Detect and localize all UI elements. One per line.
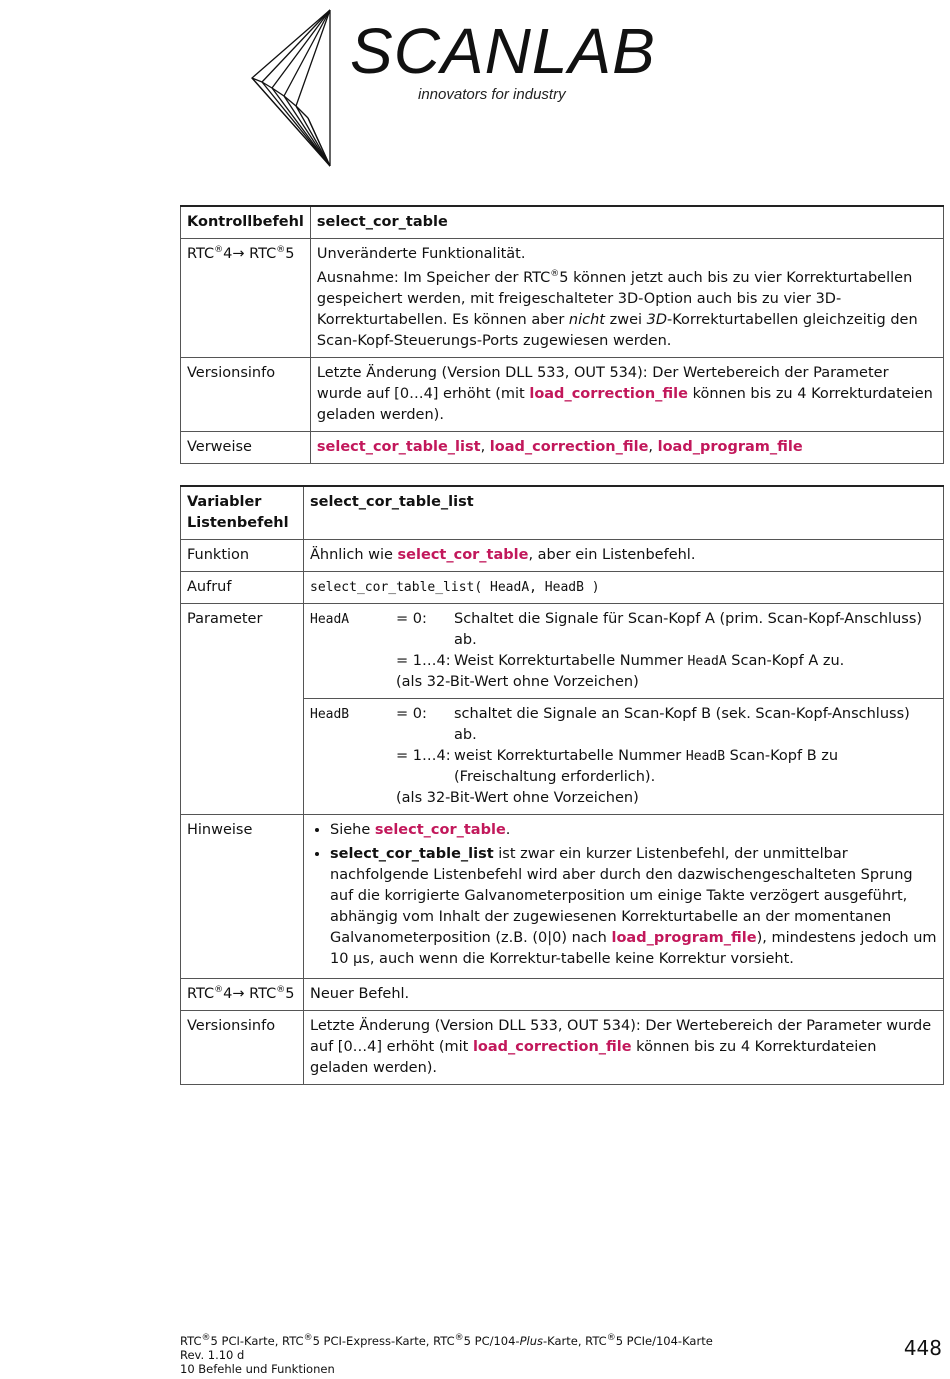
command-name: select_cor_table	[310, 206, 943, 239]
table-row	[181, 815, 944, 979]
text: Ausnahme: Im Speicher der RTC	[316, 270, 551, 286]
row-label: Verweise	[181, 432, 311, 464]
row-label: Parameter	[181, 604, 304, 815]
command-table-select-cor-table-list	[180, 485, 944, 1085]
text: 5 PCIe/104-Karte	[615, 1334, 713, 1348]
call-signature: select_cor_table_list( HeadA, HeadB )	[310, 580, 600, 595]
registered-mark: ®	[454, 1333, 464, 1344]
row-value	[310, 239, 943, 358]
command-name: select_cor_table_list	[304, 486, 944, 540]
row-value	[310, 432, 943, 464]
link-load-correction-file[interactable]: load_correction_file	[489, 439, 649, 455]
row-value	[310, 358, 943, 432]
text: Weist Korrekturtabelle Nummer	[454, 653, 688, 669]
emphasis: 3D	[646, 312, 668, 328]
text: 5 PC/104-	[463, 1334, 520, 1348]
logo-brand: SCANLAB	[350, 15, 656, 87]
rtc-text: RTC	[187, 986, 215, 1002]
text: .	[505, 822, 511, 838]
param-value: = 0:	[396, 706, 427, 722]
text: -Korrekturtabellen gleichzeitig den Scan-Kopf-Steuerungs-Ports zugewiesen werden.	[316, 312, 918, 349]
page-number: 448	[903, 1336, 942, 1360]
row-value	[304, 1011, 944, 1085]
list-item	[330, 820, 937, 841]
text: 5 können jetzt auch bis zu vier Korrekturtabellen gespeichert werden, mit freigeschalteter 3D-Option auch bis zu vier 3D-Korrekturtabellen. Es können aber	[316, 270, 913, 328]
paragraph: Unveränderte Funktionalität.	[316, 246, 526, 262]
code: HeadA	[687, 654, 727, 669]
registered-mark: ®	[276, 245, 286, 256]
rtc-text: 5	[285, 986, 295, 1002]
text: weist Korrekturtabelle Nummer	[454, 748, 686, 764]
rtc-text: RTC	[187, 246, 215, 262]
text: zwei	[605, 312, 647, 328]
command-table-select-cor-table	[180, 205, 944, 464]
registered-mark: ®	[606, 1333, 616, 1344]
row-label: Variabler Listenbefehl	[181, 486, 304, 540]
row-value	[304, 815, 944, 979]
text: Letzte Änderung (Version DLL 533, OUT 534): Der Wertebereich der Parameter wurde auf [0…4] erhöht (mit	[310, 1018, 932, 1055]
text: können bis zu 4 Korrekturdateien geladen werden).	[316, 386, 933, 423]
separator: ,	[648, 439, 658, 455]
table-row	[181, 604, 944, 815]
table-row	[181, 432, 944, 464]
row-value: Neuer Befehl.	[304, 979, 944, 1011]
text: , aber ein Listenbefehl.	[528, 547, 696, 563]
row-label: Hinweise	[181, 815, 304, 979]
emphasis: Plus	[519, 1334, 543, 1348]
table-row	[181, 486, 944, 540]
registered-mark: ®	[550, 269, 560, 280]
table-row	[181, 239, 944, 358]
hint-list	[310, 820, 937, 970]
registered-mark: ®	[276, 985, 286, 996]
rtc-text: 5	[285, 246, 295, 262]
text: ist zwar ein kurzer Listenbefehl, der unmittelbar nachfolgende Listenbefehl wird aber durch den dazwischengeschalteten Sprung auf die korrigierte Galvanometerposition um einige Takte verzögert ausgeführt, abhängig vom Inhalt der zugewiesenen Korrekturtabelle an der momentanen Galvanometerposition (z.B. (0|0) nach	[330, 846, 913, 946]
text: 5 PCI-Karte, RTC	[210, 1334, 304, 1348]
separator: ,	[480, 439, 490, 455]
table-row	[181, 540, 944, 572]
text: RTC	[180, 1334, 202, 1348]
row-label: Kontrollbefehl	[181, 206, 311, 239]
registered-mark: ®	[214, 245, 224, 256]
scanlab-logo	[250, 8, 710, 168]
rtc-text: 4→ RTC	[223, 986, 277, 1002]
text: Scan-Kopf A zu.	[726, 653, 845, 669]
page-footer	[180, 1334, 713, 1376]
footer-product-line	[180, 1334, 713, 1348]
row-label: Aufruf	[181, 572, 304, 604]
link-load-correction-file[interactable]: load_correction_file	[472, 1039, 632, 1055]
row-value	[304, 604, 944, 815]
footer-revision: Rev. 1.10 d	[180, 1348, 245, 1362]
row-label: Versionsinfo	[181, 1011, 304, 1085]
link-load-correction-file[interactable]: load_correction_file	[529, 386, 688, 402]
param-note: (als 32-Bit-Wert ohne Vorzeichen)	[396, 674, 639, 690]
row-value	[304, 572, 944, 604]
text: 5 PCI-Express-Karte, RTC	[312, 1334, 455, 1348]
row-label: Funktion	[181, 540, 304, 572]
text: können bis zu 4 Korrekturdateien geladen werden).	[310, 1039, 877, 1076]
table-row	[181, 206, 944, 239]
param-name: HeadA	[310, 612, 350, 627]
command-ref: select_cor_table_list	[330, 846, 494, 862]
link-load-program-file[interactable]: load_program_file	[611, 930, 757, 946]
table-row	[181, 572, 944, 604]
row-label: Versionsinfo	[181, 358, 311, 432]
text: Scan-Kopf B zu (Freischaltung erforderlich).	[454, 748, 839, 785]
param-desc	[454, 746, 937, 788]
logo-tagline: innovators for industry	[418, 86, 566, 103]
divider	[304, 698, 943, 699]
footer-chapter: 10 Befehle und Funktionen	[180, 1362, 335, 1376]
text: Siehe	[330, 822, 375, 838]
link-select-cor-table[interactable]: select_cor_table	[374, 822, 506, 838]
row-label-rtc	[181, 239, 311, 358]
param-desc: Schaltet die Signale für Scan-Kopf A (prim. Scan-Kopf-Anschluss) ab.	[454, 611, 923, 648]
param-desc	[454, 651, 937, 672]
code: HeadB	[685, 749, 726, 764]
list-item	[330, 844, 937, 970]
table-row	[181, 979, 944, 1011]
param-note: (als 32-Bit-Wert ohne Vorzeichen)	[396, 790, 639, 806]
text: -Karte, RTC	[543, 1334, 607, 1348]
row-label-rtc	[181, 979, 304, 1011]
param-value: = 1…4:	[396, 748, 451, 764]
param-headA	[310, 609, 937, 693]
emphasis: nicht	[568, 312, 605, 328]
row-value	[304, 540, 944, 572]
link-select-cor-table[interactable]: select_cor_table	[397, 547, 529, 563]
text: Letzte Änderung (Version DLL 533, OUT 534): Der Wertebereich der Parameter wurde auf [0…4] erhöht (mit	[316, 365, 889, 402]
param-name: HeadB	[310, 707, 350, 722]
param-desc: schaltet die Signale an Scan-Kopf B (sek. Scan-Kopf-Anschluss) ab.	[454, 706, 910, 743]
param-value: = 1…4:	[396, 653, 451, 669]
registered-mark: ®	[201, 1333, 211, 1344]
link-select-cor-table-list[interactable]: select_cor_table_list	[316, 439, 481, 455]
text: ), mindestens jedoch um 10 µs, auch wenn die Korrektur-tabelle keine Korrektur vorsieht.	[330, 930, 937, 967]
text: Ähnlich wie	[310, 547, 398, 563]
param-headB	[310, 704, 937, 809]
paragraph	[317, 268, 937, 352]
table-row	[181, 1011, 944, 1085]
rtc-text: 4→ RTC	[223, 246, 277, 262]
registered-mark: ®	[303, 1333, 313, 1344]
link-load-program-file[interactable]: load_program_file	[657, 439, 803, 455]
registered-mark: ®	[214, 985, 224, 996]
param-value: = 0:	[396, 611, 427, 627]
table-row	[181, 358, 944, 432]
